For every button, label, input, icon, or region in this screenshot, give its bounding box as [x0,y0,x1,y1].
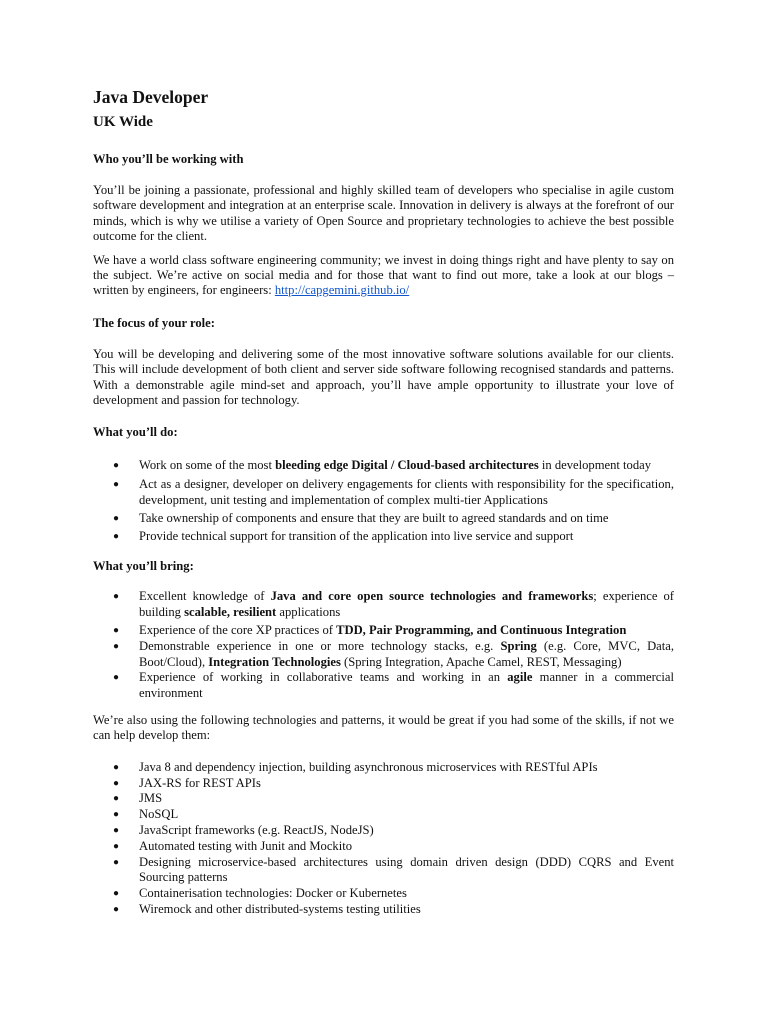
bullet-icon: ● [113,761,120,773]
bullet-icon: ● [113,777,120,789]
paragraph-technologies-intro: We’re also using the following technologies and patterns, it would be great if you had some of the skills, if not we can help develop them: [93,713,674,743]
bullet-icon: ● [113,479,120,491]
bullet-icon: ● [113,856,120,868]
list-item: ● Java 8 and dependency injection, building asynchronous microservices with RESTful APIs [113,759,598,774]
list-item: ● Wiremock and other distributed-systems testing utilities [113,902,421,917]
list-technologies [93,760,674,918]
document-content [93,84,674,918]
paragraph-community [93,253,674,299]
list-item: ● Automated testing with Junit and Mockito [113,838,353,853]
bullet-icon: ● [113,640,120,652]
list-what-you-bring [93,589,674,702]
heading-focus: The focus of your role: [93,315,215,330]
bullet-icon: ● [113,460,120,472]
paragraph-community-text: We have a world class software engineering community; we invest in doing things right and have plenty to say on the subject. We’re active on social media and for those that want to find out more, take a look at our blogs – written by engineers, for engineers: [93,252,674,298]
bullet-icon: ● [113,512,120,524]
list-item: ● Excellent knowledge of Java and core open source technologies and frameworks; experience of building scalable, resilient applications [113,589,674,620]
list-item: ● Containerisation technologies: Docker or Kubernetes [113,886,407,901]
heading-what-you-bring: What you’ll bring: [93,559,194,574]
bullet-icon: ● [113,840,120,852]
list-item: ● JavaScript frameworks (e.g. ReactJS, NodeJS) [113,823,374,838]
bullet-icon: ● [113,530,120,542]
list-what-you-do [93,458,674,544]
heading-who: Who you’ll be working with [93,152,244,166]
list-item: ● Designing microservice-based architectures using domain driven design (DDD) CQRS and Event Sourcing patterns [113,854,674,885]
list-item: ● Experience of the core XP practices of TDD, Pair Programming, and Continuous Integration [113,623,627,638]
list-item: ● JAX-RS for REST APIs [113,775,261,790]
bullet-icon: ● [113,825,120,837]
bullet-icon: ● [113,672,120,684]
document-subtitle: UK Wide [93,114,153,130]
list-item: ● Take ownership of components and ensure that they are built to agreed standards and on time [113,510,609,525]
blog-link[interactable]: http://capgemini.github.io/ [274,283,410,298]
list-item: ● Act as a designer, developer on delivery engagements for clients with responsibility for the specification, development, unit testing and implementation of complex multi-tier Applications [113,477,674,508]
heading-what-you-do: What you’ll do: [93,425,178,440]
list-item: ● Experience of working in collaborative teams and working in an agile manner in a commercial environment [113,670,674,701]
list-item: ● Work on some of the most bleeding edge Digital / Cloud-based architectures in development today [113,458,652,473]
bullet-icon: ● [113,793,120,805]
list-item: ● NoSQL [113,807,179,822]
bullet-icon: ● [113,888,120,900]
list-item: ● JMS [113,791,163,806]
paragraph-team: You’ll be joining a passionate, professional and highly skilled team of developers who specialise in agile custom software development and integration at an enterprise scale. Innovation in delivery is always at the forefront of our minds, which is why we utilise a variety of Open Source and proprietary technologies to achieve the best possible outcome for the client. [93,183,674,244]
bullet-icon: ● [113,591,120,603]
list-item: ● Demonstrable experience in one or more technology stacks, e.g. Spring (e.g. Core, MVC, Data, Boot/Cloud), Integration Technologies (Spring Integration, Apache Camel, REST, Messaging) [113,638,674,669]
document-title: Java Developer [93,87,209,107]
bullet-icon: ● [113,625,120,637]
list-item: ● Provide technical support for transition of the application into live service and support [113,528,574,543]
bullet-icon: ● [113,904,120,916]
bullet-icon: ● [113,809,120,821]
paragraph-focus: You will be developing and delivering some of the most innovative software solutions available for our clients. This will include development of both client and server side software following recognised standards and patterns. With a demonstrable agile mind-set and approach, you’ll have ample opportunity to illustrate your love of development and passion for technology. [93,346,674,408]
